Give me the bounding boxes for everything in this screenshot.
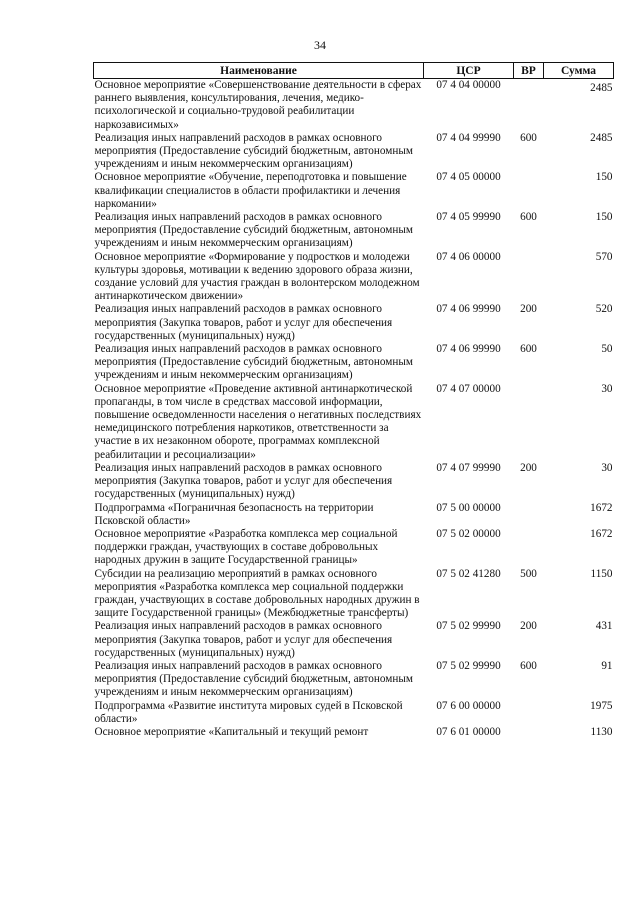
table-row: [94, 251, 614, 304]
row-vr: [514, 171, 544, 211]
row-vr: 600: [520, 659, 537, 672]
page-number: 34: [314, 38, 326, 52]
row-name: Основное мероприятие «Разработка комплекса мер социальной поддержки граждан, участвующих в составе добровольных народных дружин в защите Государственной границы»: [94, 527, 398, 567]
row-sum: 150: [595, 171, 613, 184]
table-row: [94, 462, 614, 502]
row-sum: 30: [601, 461, 613, 474]
table-row: [94, 383, 614, 462]
row-vr: 600: [520, 211, 537, 224]
row-sum: 1150: [590, 567, 613, 580]
row-name: Реализация иных направлений расходов в рамках основного мероприятия (Закупка товаров, работ и услуг для обеспечения государственных (муниципальных) нужд): [94, 461, 393, 501]
row-vr: 200: [520, 303, 537, 316]
row-csr: 07 4 05 99990: [436, 211, 501, 224]
table-row: [94, 700, 614, 726]
table-row: [94, 303, 614, 343]
row-name: Реализация иных направлений расходов в рамках основного мероприятия (Предоставление субсидий бюджетным, автономным учреждениям и иным некоммерческим организациям): [94, 131, 413, 171]
row-sum: 150: [595, 211, 613, 224]
table-row: [94, 171, 614, 211]
row-sum: 50: [601, 343, 613, 356]
row-name: Субсидии на реализацию мероприятий в рамках основного мероприятия «Разработка комплекса мер социальной поддержки граждан, участвующих в составе добровольных народных дружин в защите Государственной границы» (Межбюджетные трансферты): [94, 567, 420, 620]
table-row: [94, 620, 614, 660]
row-vr: [514, 251, 544, 304]
row-name: Реализация иных направлений расходов в рамках основного мероприятия (Предоставление субсидий бюджетным, автономным учреждениям и иным некоммерческим организациям): [94, 343, 413, 382]
table-row: [94, 660, 614, 700]
row-vr: 200: [520, 461, 537, 474]
row-csr: 07 6 00 00000: [436, 699, 501, 712]
row-csr: 07 6 01 00000: [436, 725, 501, 738]
table-row: [94, 132, 614, 172]
row-name: Основное мероприятие «Совершенствование деятельности в сферах раннего выявления, консультирования, лечения, медико-психологической и социально-трудовой реабилитации наркозависимых»: [94, 79, 422, 131]
row-vr: [514, 700, 544, 726]
header-sum: Сумма: [544, 63, 614, 79]
row-sum: 1672: [590, 501, 613, 514]
row-sum: 2485: [590, 82, 613, 94]
table-row: [94, 726, 614, 739]
row-sum: 91: [601, 659, 613, 672]
row-vr: [514, 726, 544, 739]
table-header-row: [94, 63, 614, 79]
row-sum: 1130: [590, 725, 613, 738]
row-vr: [514, 502, 544, 528]
row-vr: 200: [520, 620, 537, 633]
table-row: [94, 568, 614, 621]
row-csr: 07 5 02 41280: [436, 567, 501, 580]
row-csr: 07 4 07 00000: [436, 382, 501, 395]
row-csr: 07 4 07 99990: [436, 461, 501, 474]
table-row: [94, 79, 614, 132]
row-sum: 1975: [590, 699, 613, 712]
row-csr: 07 4 05 00000: [436, 171, 501, 184]
row-sum: 30: [601, 382, 613, 395]
row-name: Основное мероприятие «Обучение, переподготовка и повышение квалификации специалистов в области профилактики и лечения наркомании»: [94, 171, 407, 210]
row-csr: 07 5 02 00000: [436, 527, 501, 540]
row-csr: 07 4 06 99990: [436, 303, 501, 316]
row-csr: 07 5 02 99990: [436, 659, 501, 672]
row-sum: 570: [595, 250, 613, 263]
row-vr: 600: [520, 131, 537, 144]
row-sum: 431: [595, 620, 613, 633]
table-row: [94, 502, 614, 528]
row-sum: 520: [595, 303, 613, 316]
header-name: Наименование: [94, 63, 424, 79]
row-vr: [514, 383, 544, 462]
row-sum: 2485: [590, 131, 613, 144]
row-csr: 07 4 06 99990: [436, 343, 501, 356]
row-name: Реализация иных направлений расходов в рамках основного мероприятия (Закупка товаров, работ и услуг для обеспечения государственных (муниципальных) нужд): [94, 620, 393, 659]
table-row: [94, 528, 614, 568]
row-vr: 500: [520, 567, 537, 580]
table-row: [94, 211, 614, 251]
row-vr: 600: [520, 343, 537, 356]
table-row: [94, 343, 614, 383]
row-sum: 1672: [590, 527, 613, 540]
row-csr: 07 4 04 00000: [436, 79, 501, 91]
row-name: Реализация иных направлений расходов в рамках основного мероприятия (Предоставление субсидий бюджетным, автономным учреждениям и иным некоммерческим организациям): [94, 659, 413, 699]
header-vr: ВР: [514, 63, 544, 79]
budget-table: [93, 62, 614, 739]
row-name: Реализация иных направлений расходов в рамках основного мероприятия (Закупка товаров, работ и услуг для обеспечения государственных (муниципальных) нужд): [94, 303, 393, 342]
row-name: Подпрограмма «Развитие института мировых судей в Псковской области»: [94, 699, 403, 725]
header-csr: ЦСР: [424, 63, 514, 79]
row-csr: 07 4 06 00000: [436, 250, 501, 263]
row-csr: 07 5 00 00000: [436, 501, 501, 514]
row-name: Подпрограмма «Пограничная безопасность на территории Псковской области»: [94, 501, 374, 527]
row-vr: [514, 528, 544, 568]
row-name: Основное мероприятие «Проведение активной антинаркотической пропаганды, в том числе в средствах массовой информации, повышение осведомленности населения о негативных последствиях немедицинского потребления наркотиков, ответственности за участие в их незаконном обороте, программах комплексной реабилитации и ресоциализации»: [94, 382, 422, 461]
row-name: Основное мероприятие «Капитальный и текущий ремонт: [94, 725, 369, 738]
row-name: Реализация иных направлений расходов в рамках основного мероприятия (Предоставление субсидий бюджетным, автономным учреждениям и иным некоммерческим организациям): [94, 211, 413, 250]
row-csr: 07 4 04 99990: [436, 131, 501, 144]
row-csr: 07 5 02 99990: [436, 620, 501, 633]
row-vr: [514, 79, 544, 132]
row-name: Основное мероприятие «Формирование у подростков и молодежи культуры здоровья, мотивации к ведению здорового образа жизни, создание условий для участия граждан в волонтерском молодежном антинаркотическом движении»: [94, 250, 420, 303]
